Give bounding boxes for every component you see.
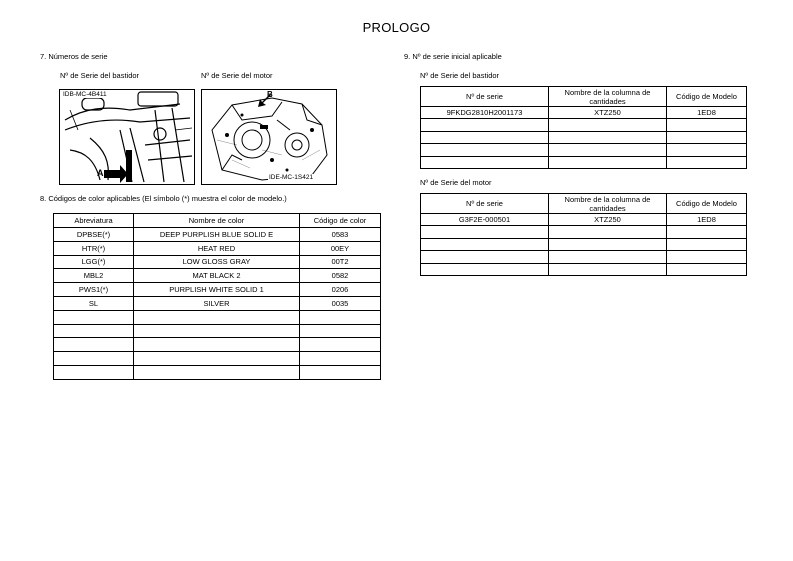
table-cell: [421, 144, 549, 156]
engine-table-row: [421, 214, 747, 226]
table-cell: 1ED8: [667, 107, 747, 119]
table-cell: [134, 324, 300, 338]
column-header-abbreviation: Abreviatura: [54, 214, 134, 228]
engine-table-row: [421, 251, 747, 263]
frame-serial-table: [420, 86, 747, 169]
column-header-color-name: Nombre de color: [134, 214, 300, 228]
table-cell: HEAT RED: [134, 241, 300, 255]
frame-table-row: [421, 144, 747, 156]
engine-table-body: [421, 214, 747, 276]
table-cell: [667, 131, 747, 143]
table-cell: [549, 226, 667, 238]
table-cell: [421, 238, 549, 250]
table-cell: [300, 310, 381, 324]
frame-serial-figure: [59, 89, 195, 185]
table-cell: [54, 365, 134, 379]
table-cell: HTR(*): [54, 241, 134, 255]
table-cell: [421, 226, 549, 238]
frame-illustration: [60, 90, 195, 185]
table-cell: SL: [54, 296, 134, 310]
engine-table-row: [421, 263, 747, 275]
frame-table-row: [421, 156, 747, 168]
color-table-row: [54, 269, 381, 283]
frame-table-row: [421, 131, 747, 143]
column-header-serial: Nº de serie: [421, 87, 549, 107]
table-cell: [667, 144, 747, 156]
color-table-row: [54, 324, 381, 338]
column-header-serial: Nº de serie: [421, 194, 549, 214]
table-cell: LOW GLOSS GRAY: [134, 255, 300, 269]
frame-callout-label: A: [97, 168, 104, 178]
color-codes-table: [53, 213, 381, 380]
table-cell: DPBSE(*): [54, 228, 134, 242]
column-header-color-code: Código de color: [300, 214, 381, 228]
table-cell: G3F2E-000501: [421, 214, 549, 226]
table-cell: [54, 324, 134, 338]
table-cell: 0035: [300, 296, 381, 310]
engine-figure-code: IDE-MC-1S421: [269, 174, 314, 181]
table-cell: [667, 238, 747, 250]
table-cell: [667, 251, 747, 263]
color-table-row: [54, 241, 381, 255]
table-cell: [549, 238, 667, 250]
table-cell: [549, 131, 667, 143]
section-8-heading: 8. Códigos de color aplicables (El símbolo (*) muestra el color de modelo.): [40, 194, 287, 203]
page-title: PROLOGO: [362, 20, 431, 35]
table-cell: [300, 365, 381, 379]
table-cell: [134, 310, 300, 324]
table-cell: [54, 338, 134, 352]
table-cell: [300, 338, 381, 352]
table-cell: [421, 263, 549, 275]
table-cell: XTZ250: [549, 107, 667, 119]
table-cell: 00EY: [300, 241, 381, 255]
table-cell: 0582: [300, 269, 381, 283]
table-cell: SILVER: [134, 296, 300, 310]
table-cell: [549, 156, 667, 168]
section-7-heading: 7. Números de serie: [40, 52, 108, 61]
color-table-row: [54, 338, 381, 352]
table-cell: [421, 156, 549, 168]
table-cell: [549, 119, 667, 131]
table-cell: [549, 263, 667, 275]
table-cell: 0206: [300, 283, 381, 297]
column-header-model-code: Código de Modelo: [667, 194, 747, 214]
frame-initial-serial-label: Nº de Serie del bastidor: [420, 71, 500, 80]
engine-table-row: [421, 238, 747, 250]
color-table-row: [54, 228, 381, 242]
table-cell: [549, 144, 667, 156]
frame-table-header-row: [421, 87, 747, 107]
frame-table-row: [421, 119, 747, 131]
table-cell: 0583: [300, 228, 381, 242]
color-table-row: [54, 255, 381, 269]
table-cell: LGG(*): [54, 255, 134, 269]
engine-table-header-row: [421, 194, 747, 214]
column-header-quantity-column: Nombre de la columna de cantidades: [549, 194, 667, 214]
table-cell: MBL2: [54, 269, 134, 283]
engine-callout-label: B: [267, 90, 273, 99]
section-9-heading: 9. Nº de serie inicial aplicable: [404, 52, 502, 61]
table-cell: [300, 324, 381, 338]
color-table-body: [54, 228, 381, 380]
color-table-row: [54, 352, 381, 366]
table-cell: [421, 119, 549, 131]
engine-initial-serial-label: Nº de Serie del motor: [420, 178, 492, 187]
table-cell: XTZ250: [549, 214, 667, 226]
frame-figure-code: IDB-MC-4B411: [63, 91, 107, 98]
table-cell: [134, 338, 300, 352]
table-cell: PWS1(*): [54, 283, 134, 297]
table-cell: [134, 352, 300, 366]
column-header-model-code: Código de Modelo: [667, 87, 747, 107]
column-header-quantity-column: Nombre de la columna de cantidades: [549, 87, 667, 107]
table-cell: [54, 310, 134, 324]
table-cell: 9FKDG2810H2001173: [421, 107, 549, 119]
frame-table-row: [421, 107, 747, 119]
table-cell: [54, 352, 134, 366]
table-cell: [134, 365, 300, 379]
engine-illustration: [202, 90, 337, 185]
table-cell: PURPLISH WHITE SOLID 1: [134, 283, 300, 297]
engine-serial-table: [420, 193, 747, 276]
table-cell: [667, 119, 747, 131]
table-cell: [667, 156, 747, 168]
engine-serial-figure: [201, 89, 337, 185]
table-cell: MAT BLACK 2: [134, 269, 300, 283]
color-table-row: [54, 283, 381, 297]
color-table-row: [54, 296, 381, 310]
frame-serial-label: Nº de Serie del bastidor: [60, 71, 140, 80]
table-cell: DEEP PURPLISH BLUE SOLID E: [134, 228, 300, 242]
table-cell: 1ED8: [667, 214, 747, 226]
table-cell: [667, 263, 747, 275]
color-table-header-row: [54, 214, 381, 228]
frame-table-body: [421, 107, 747, 169]
color-table-row: [54, 310, 381, 324]
table-cell: [667, 226, 747, 238]
table-cell: [300, 352, 381, 366]
table-cell: 00T2: [300, 255, 381, 269]
table-cell: [421, 131, 549, 143]
engine-table-row: [421, 226, 747, 238]
engine-serial-label: Nº de Serie del motor: [201, 71, 273, 80]
table-cell: [549, 251, 667, 263]
table-cell: [421, 251, 549, 263]
color-table-row: [54, 365, 381, 379]
